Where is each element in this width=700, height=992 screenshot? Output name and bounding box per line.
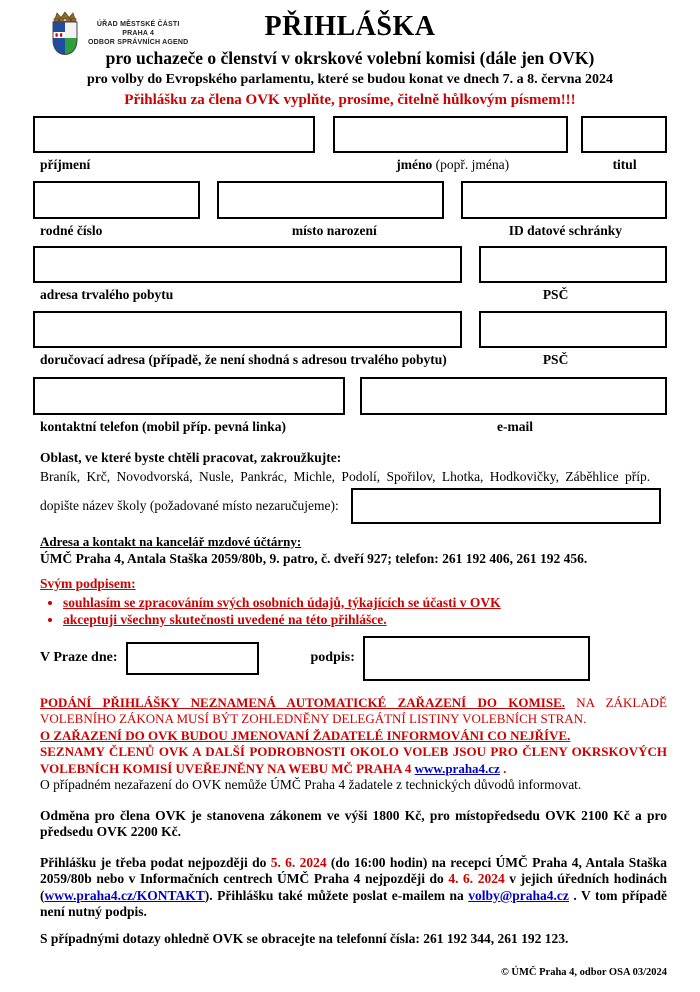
consent-list [33,594,667,628]
office-name-line2: PRAHA 4 [122,29,155,37]
row-contact-labels [33,419,667,435]
fill-instruction: Přihlášku za člena OVK vyplňte, prosíme, čitelně hůlkovým písmem!!! [124,92,576,108]
office-name-line3: ODBOR SPRÁVNÍCH AGEND [88,38,189,46]
praha4-web-link[interactable]: www.praha4.cz [414,760,500,776]
consent-heading: Svým podpisem: [40,576,136,591]
volby-email-link[interactable]: volby@praha4.cz [468,887,569,903]
notice-1-underlined: PODÁNÍ PŘIHLÁŠKY NEZNAMENÁ AUTOMATICKÉ ZAŘAZENÍ DO KOMISE. [40,694,565,710]
notice-3-text: SEZNAMY ČLENŮ OVK A DALŠÍ PODROBNOSTI OKOLO VOLEB JSOU PRO ČLENY OKRSKOVÝCH VOLEBNÍCH KOMISÍ UVEŘEJNĚNY NA WEBU MČ PRAHA 4 [40,744,667,776]
office-logo [49,10,188,56]
deadline-date-2: 4. 6. 2024 [448,871,505,886]
consent-bullet-1-text: souhlasím se zpracováním svých osobních údajů, týkajících se účasti v OVK [63,594,501,610]
firstname-label-note: (popř. jména) [432,157,510,172]
submission-paragraph [33,855,667,921]
mail-address-label: doručovací adresa (případě, že není shodná s adresou trvalého pobytu) [40,352,447,367]
birth-number-input-box[interactable] [33,181,200,219]
birthplace-input-box[interactable] [217,181,445,219]
remuneration-paragraph: Odměna pro člena OVK je stanovena zákonem ve výši 1800 Kč, pro místopředsedu OVK 2100 Kč a pro předsedu OVK 2200 Kč. [40,807,667,839]
address-label: adresa trvalého pobytu [40,287,174,302]
notice-1-rest: NA ZÁKLADĚ VOLEBNÍHO ZÁKONA MUSÍ BÝT ZOHLEDNĚNY DELEGÁTNÍ LISTINY VOLEBNÍCH STRAN. [40,694,667,726]
footer-copyright: © ÚMČ Praha 4, odbor OSA 03/2024 [500,967,667,978]
questions-paragraph: S případnými dotazy ohledně OVK se obracejte na telefonní čísla: 261 192 344, 261 192 123. [40,930,569,946]
sign-label: podpis: [310,649,355,665]
notice-3-after: . [499,760,507,776]
office-name [88,20,188,47]
signature-row [33,636,667,681]
submission-text-5: . V tom případě není nutný podpis. [40,887,667,919]
consent-bullet-2-text: akceptuji všechny skutečnosti uvedené na této přihlášce. [63,611,387,627]
birthplace-label: místo narození [291,223,377,238]
election-info: pro volby do Evropského parlamentu, které se budou konat ve dnech 7. a 8. června 2024 [86,72,614,87]
school-row [33,488,667,524]
area-districts: Braník, Krč, Novodvorská, Nusle, Pankrác, Michle, Podolí, Spořilov, Lhotka, Hodkovičky, Záběhlice příp. [40,468,651,484]
zip1-input-box[interactable] [479,246,667,283]
firstname-input-box[interactable] [333,116,569,153]
form-subtitle: pro uchazeče o členství v okrskové volební komisi (dále jen OVK) [105,48,595,68]
phone-input-box[interactable] [33,377,345,415]
title-label: titul [612,157,637,172]
databox-label: ID datové schránky [508,223,623,238]
form-title: PŘIHLÁŠKA [264,11,436,42]
databox-input-box[interactable] [461,181,667,219]
address-input-box[interactable] [33,246,462,283]
submission-text-4: ). Přihlášku také můžete poslat e-mailem na [204,887,469,903]
zip2-input-box[interactable] [479,311,667,348]
row-mail-address-labels [33,352,667,368]
kontakt-web-link[interactable]: www.praha4.cz/KONTAKT [44,887,205,903]
title-input-box[interactable] [581,116,667,153]
praha4-crest-icon [49,10,81,56]
phone-label: kontaktní telefon (mobil příp. pevná linka) [40,419,287,434]
submission-text-2: (do 16:00 hodin) na recepci ÚMČ Praha 4, Antala Staška 2059/80b nebo v Informačních centrech ÚMČ Praha 4 nejpozději do [40,854,667,886]
email-label: e-mail [496,419,533,434]
consent-bullet-2 [63,611,667,628]
school-label: dopište název školy (požadované místo nezaručujeme): [40,497,339,513]
date-input-box[interactable] [126,642,259,675]
submission-text-1: Přihlášku je třeba podat nejpozději do [40,854,271,870]
consent-bullet-1 [63,594,667,611]
row-name-boxes [33,116,667,153]
surname-input-box[interactable] [33,116,315,153]
zip1-label: PSČ [542,287,569,302]
zip2-label: PSČ [542,352,569,367]
firstname-label-bold: jméno [396,157,433,172]
deadline-date-1: 5. 6. 2024 [270,854,327,870]
row-address-boxes [33,246,667,283]
signature-input-box[interactable] [363,636,590,681]
birth-number-label: rodné číslo [40,223,103,238]
row-name-labels [33,157,667,173]
notice-paragraph-4: O případném nezařazení do OVK nemůže ÚMČ Praha 4 žadatele z technických důvodů informovat. [40,777,582,792]
notice-paragraph-2: O ZAŘAZENÍ DO OVK BUDOU JMENOVANÍ ŽADATELÉ INFORMOVÁNI CO NEJŘÍVE. [40,727,571,743]
school-input-box[interactable] [351,488,661,524]
date-label: V Praze dne: [40,649,118,665]
surname-label: příjmení [40,157,91,172]
email-input-box[interactable] [360,377,668,415]
notice-paragraph-1 [33,695,667,728]
firstname-label [336,157,569,173]
payroll-detail: ÚMČ Praha 4, Antala Staška 2059/80b, 9. patro, č. dveří 927; telefon: 261 192 406, 261 192 456. [40,550,588,566]
row-mail-address-boxes [33,311,667,348]
mail-address-input-box[interactable] [33,311,462,348]
submission-text-3: v jejich úředních hodinách ( [40,871,667,903]
row-address-labels [33,287,667,303]
payroll-heading: Adresa a kontakt na kancelář mzdové účtárny: [40,534,302,549]
row-birth-labels [33,223,667,239]
row-contact-boxes [33,377,667,415]
area-heading: Oblast, ve které byste chtěli pracovat, zakroužkujte: [40,450,342,465]
row-birth-boxes [33,181,667,219]
office-name-line1: ÚŘAD MĚSTSKÉ ČÁSTI [96,20,180,28]
notice-paragraph-3 [33,744,667,777]
